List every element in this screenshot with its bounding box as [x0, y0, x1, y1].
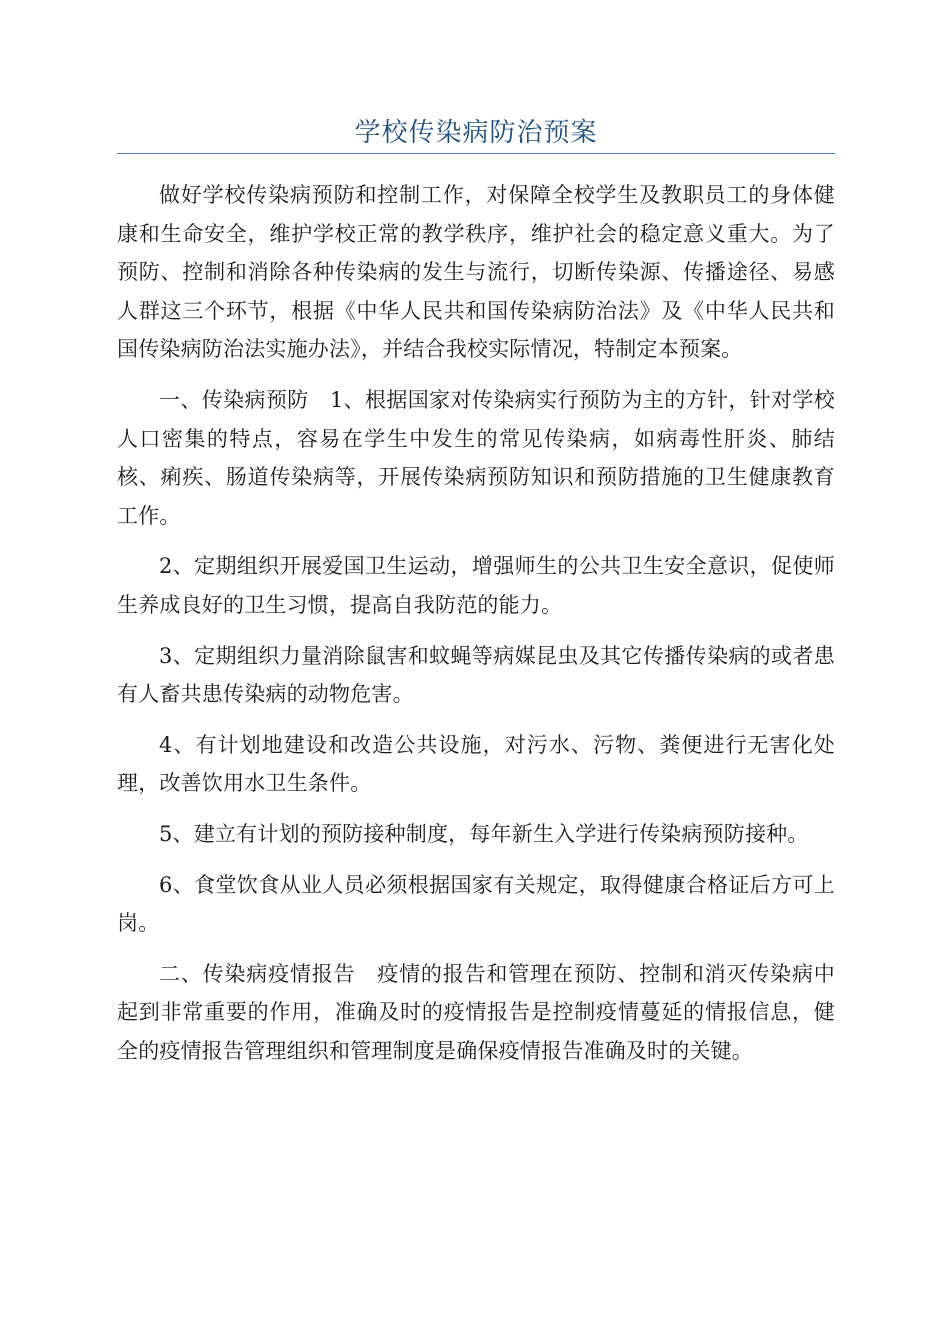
paragraph-prevention-6: 6、食堂饮食从业人员必须根据国家有关规定，取得健康合格证后方可上岗。 — [117, 872, 835, 936]
document-title: 学校传染病防治预案 — [354, 118, 598, 148]
document-page — [117, 0, 835, 1344]
paragraph-intro: 做好学校传染病预防和控制工作，对保障全校学生及教职员工的身体健康和生命安全，维护学校正常的教学秩序，维护社会的稳定意义重大。为了预防、控制和消除各种传染病的发生与流行，切断传染源、传播途径、易感人群这三个环节，根据《中华人民共和国传染病防治法》及《中华人民共和国传染病防治法实施办法》，并结合我校实际情况，特制定本预案。 — [117, 183, 835, 362]
title-divider — [117, 153, 835, 154]
document-body — [117, 176, 835, 1070]
paragraph-prevention-5: 5、建立有计划的预防接种制度，每年新生入学进行传染病预防接种。 — [159, 821, 809, 846]
paragraph-epidemic-report: 二、传染病疫情报告 疫情的报告和管理在预防、控制和消灭传染病中起到非常重要的作用，准确及时的疫情报告是控制疫情蔓延的情报信息，健全的疫情报告管理组织和管理制度是确保疫情报告准确及时的关键。 — [117, 961, 835, 1063]
paragraph-prevention-1: 一、传染病预防 1、根据国家对传染病实行预防为主的方针，针对学校人口密集的特点，容易在学生中发生的常见传染病，如病毒性肝炎、肺结核、痢疾、肠道传染病等，开展传染病预防知识和预防措施的卫生健康教育工作。 — [117, 387, 835, 528]
paragraph-prevention-4: 4、有计划地建设和改造公共设施，对污水、污物、粪便进行无害化处理，改善饮用水卫生条件。 — [117, 732, 835, 796]
paragraph-prevention-2: 2、定期组织开展爱国卫生运动，增强师生的公共卫生安全意识，促使师生养成良好的卫生习惯，提高自我防范的能力。 — [117, 554, 835, 617]
paragraph-prevention-3: 3、定期组织力量消除鼠害和蚊蝇等病媒昆虫及其它传播传染病的或者患有人畜共患传染病的动物危害。 — [117, 643, 835, 707]
